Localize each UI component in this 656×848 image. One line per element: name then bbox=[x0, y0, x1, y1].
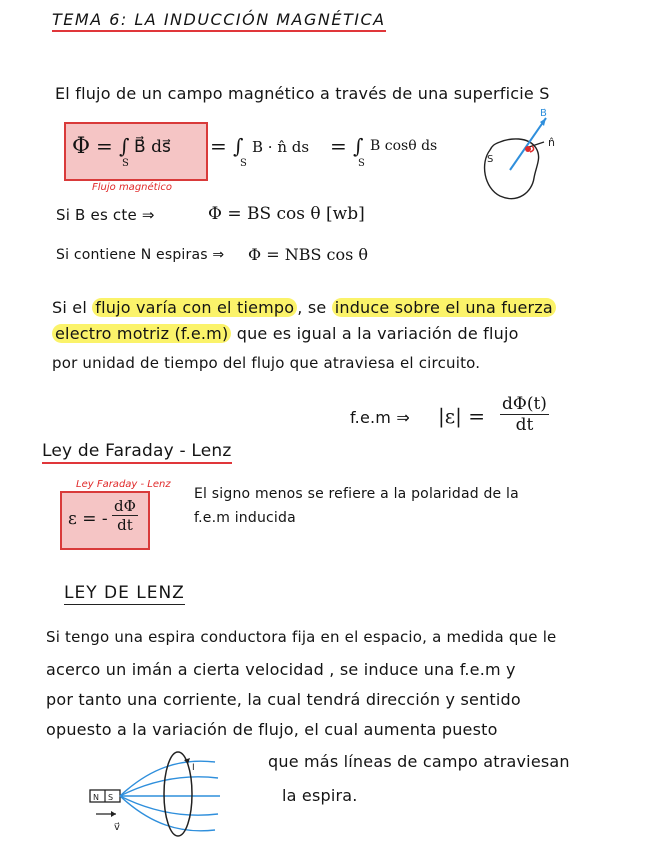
lenz-line-4: opuesto a la variación de flujo, el cual aumenta puesto bbox=[46, 720, 498, 739]
faraday-fraction bbox=[112, 497, 138, 534]
highlight-fem: electro motriz (f.e.m) bbox=[52, 324, 231, 343]
current-i-label: I bbox=[192, 763, 195, 773]
faraday-heading: Ley de Faraday - Lenz bbox=[42, 441, 232, 464]
flux-label: Flujo magnético bbox=[92, 182, 172, 193]
phi-constant-formula: Φ = BS cos θ [wb] bbox=[208, 204, 365, 224]
flux-eq3: = ∫ bbox=[330, 134, 364, 158]
flux-b-cos: B cosθ ds bbox=[370, 138, 438, 154]
faraday-eps: ε = - bbox=[68, 509, 108, 529]
highlight-induces: induce sobre el una fuerza bbox=[332, 298, 556, 317]
magnet-n-label: N bbox=[93, 793, 99, 802]
magnet-loop-diagram bbox=[80, 748, 230, 840]
angle-dot bbox=[525, 146, 531, 152]
highlight-flux-varies: flujo varía con el tiempo bbox=[92, 298, 297, 317]
faraday-note-2: f.e.m inducida bbox=[194, 510, 296, 526]
para-line-3: por unidad de tiempo del flujo que atraviesa el circuito. bbox=[52, 354, 481, 372]
n-vector-label: n̂ bbox=[548, 136, 555, 149]
flux-eq2: = ∫ bbox=[210, 134, 244, 158]
field-line-5 bbox=[120, 796, 215, 831]
magnet-s-label: S bbox=[108, 793, 114, 802]
para-line-2 bbox=[52, 324, 519, 343]
n-turns-text: Si contiene N espiras ⇒ bbox=[56, 247, 225, 263]
lenz-line-3: por tanto una corriente, la cual tendrá dirección y sentido bbox=[46, 690, 521, 709]
para-line-1 bbox=[52, 298, 556, 317]
lenz-line-5: que más líneas de campo atraviesan bbox=[268, 752, 570, 771]
lenz-line-2: acerco un imán a cierta velocidad , se induce una f.e.m y bbox=[46, 660, 516, 679]
flux-b-n-ds: B · n̂ ds bbox=[252, 138, 310, 156]
flux-intro: El flujo de un campo magnético a través de una superficie S bbox=[55, 84, 550, 103]
faraday-numerator: dΦ bbox=[114, 497, 136, 515]
field-line-4 bbox=[120, 796, 218, 815]
phi-n-formula: Φ = NBS cos θ bbox=[248, 245, 369, 264]
flux-sub-s3: S bbox=[358, 158, 365, 169]
fem-label: f.e.m ⇒ bbox=[350, 408, 410, 427]
conducting-loop bbox=[164, 752, 192, 836]
para-line-1-pre: Si el bbox=[52, 298, 93, 317]
b-vector-line bbox=[510, 118, 546, 170]
fem-fraction bbox=[500, 394, 549, 435]
flux-eq1: = ∫ bbox=[96, 134, 130, 158]
faraday-box-label: Ley Faraday - Lenz bbox=[76, 479, 171, 490]
surface-s-label: S bbox=[487, 154, 494, 165]
b-vector-label: B⃗ bbox=[540, 108, 547, 119]
velocity-arrow-head bbox=[111, 811, 116, 817]
flux-sub-s2: S bbox=[240, 158, 247, 169]
lenz-line-6: la espira. bbox=[282, 786, 358, 805]
surface-diagram bbox=[470, 108, 570, 208]
velocity-v-label: v⃗ bbox=[114, 822, 120, 833]
page-title: TEMA 6: LA INDUCCIÓN MAGNÉTICA bbox=[52, 10, 386, 32]
b-constant-text: Si B es cte ⇒ bbox=[56, 206, 155, 224]
fem-denominator: dt bbox=[515, 415, 534, 435]
faraday-denominator: dt bbox=[117, 516, 133, 534]
faraday-note-1: El signo menos se refiere a la polaridad de la bbox=[194, 486, 519, 502]
para-line-2-post: que es igual a la variación de flujo bbox=[231, 324, 519, 343]
flux-symbol: Φ bbox=[72, 134, 91, 159]
flux-sub-s1: S bbox=[122, 158, 129, 169]
flux-bds: B⃗ ds⃗ bbox=[134, 137, 171, 157]
fem-numerator: dΦ(t) bbox=[502, 394, 547, 414]
lenz-heading: LEY DE LENZ bbox=[64, 583, 185, 603]
fem-abs: |ε| = bbox=[438, 404, 485, 428]
para-line-1-mid: , se bbox=[297, 298, 332, 317]
field-line-2 bbox=[120, 777, 218, 796]
lenz-line-1: Si tengo una espira conductora fija en el espacio, a medida que le bbox=[46, 628, 557, 646]
